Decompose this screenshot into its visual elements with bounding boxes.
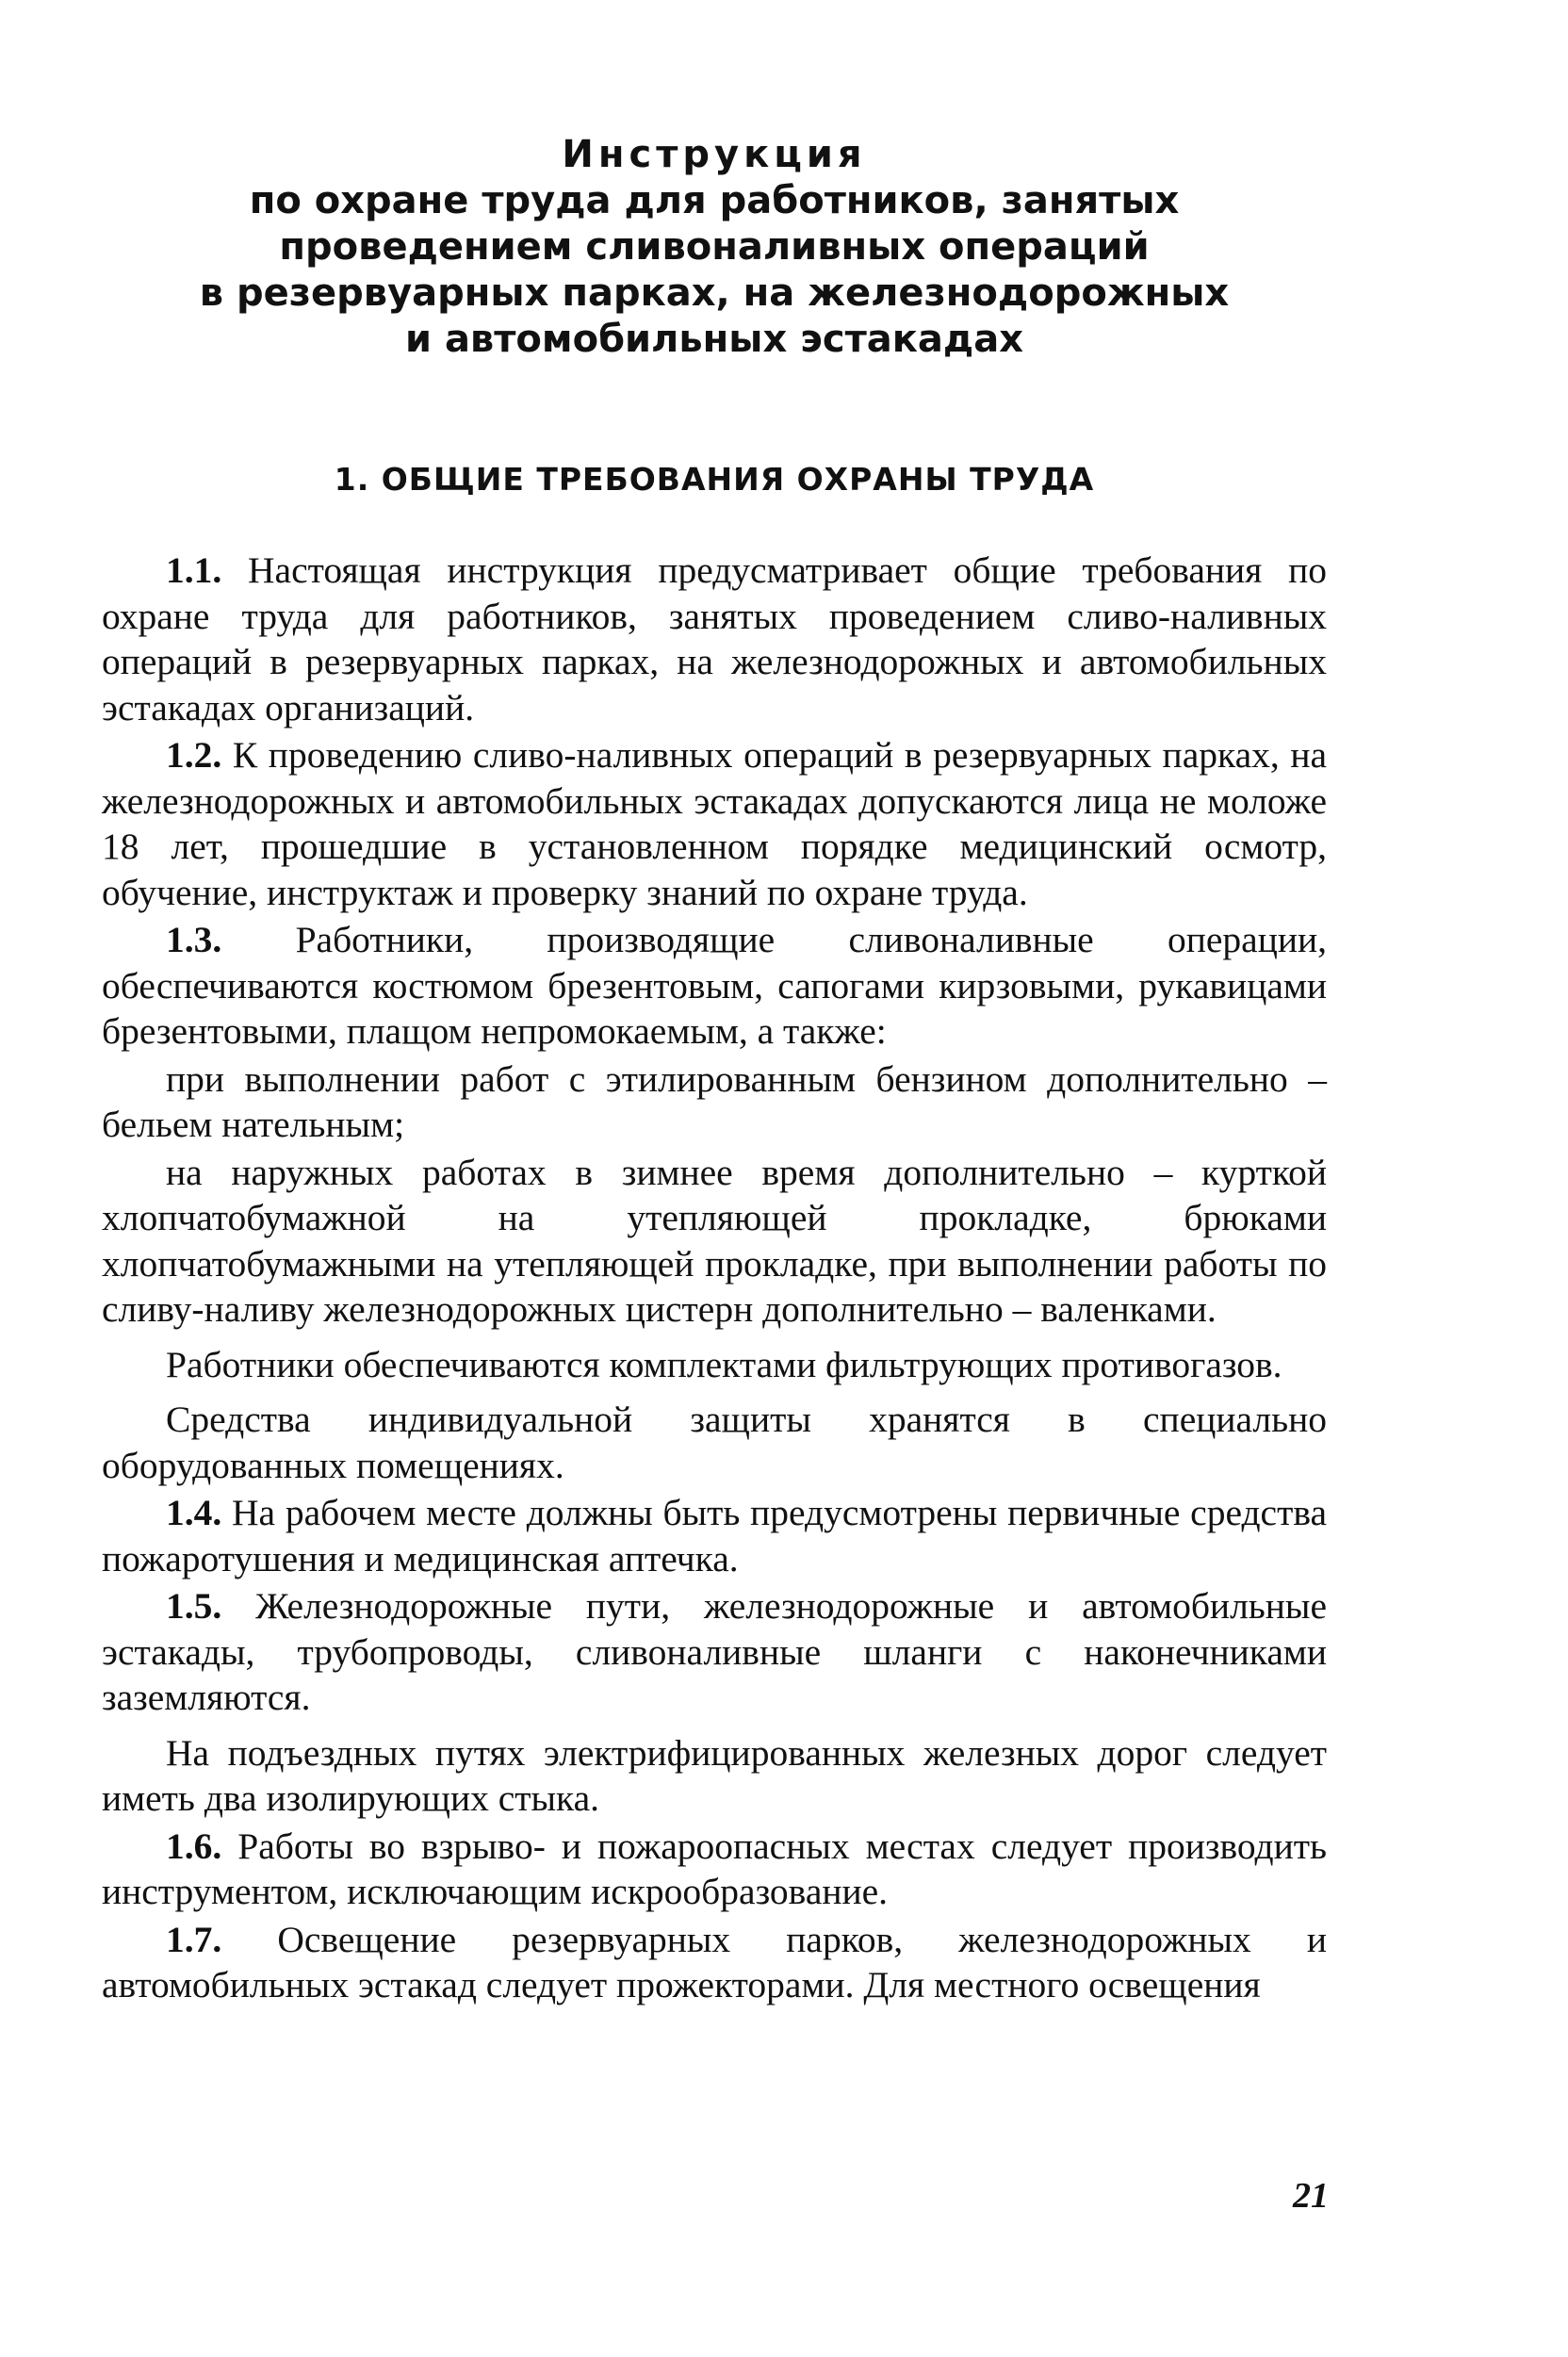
paragraph-text: на наружных работах в зимнее время дополнительно – курткой хлопчатобумажной на утепляющей прокладке, брюками хлопчатобумажными на утепляющей прокладке, при выполнении работы по сливу-наливу железнодорожных цистерн дополнительно – валенками. bbox=[102, 1151, 1327, 1330]
document-page bbox=[102, 132, 1327, 2010]
paragraph-1-5 bbox=[102, 1583, 1327, 1721]
document-title bbox=[102, 132, 1327, 363]
paragraph-1-2 bbox=[102, 732, 1327, 915]
paragraph-number: 1.7. bbox=[166, 1918, 222, 1960]
paragraph-number: 1.2. bbox=[166, 734, 222, 776]
title-line: Инструкция bbox=[562, 133, 867, 176]
paragraph-1-3-d bbox=[102, 1397, 1327, 1488]
paragraph-text: Средства индивидуальной защиты хранятся в специально оборудованных помещениях. bbox=[102, 1399, 1327, 1486]
paragraph-1-1 bbox=[102, 548, 1327, 730]
title-line: в резервуарных парках, на железнодорожных bbox=[199, 271, 1230, 315]
paragraph-1-5-a bbox=[102, 1730, 1327, 1822]
paragraph-1-6 bbox=[102, 1824, 1327, 1915]
paragraph-text: К проведению сливо-наливных операций в резервуарных парках, на железнодорожных и автомобильных эстакадах допускаются лица не моложе 18 лет, прошедшие в установленном порядке медицинский осмотр, обучение, инструктаж и проверку знаний по охране труда. bbox=[102, 734, 1327, 913]
paragraph-1-3 bbox=[102, 917, 1327, 1055]
paragraph-text: Настоящая инструкция предусматривает общие требования по охране труда для работников, занятых проведением сливо-наливных операций в резервуарных парках, на железнодорожных и автомобильных эстакадах организаций. bbox=[102, 549, 1327, 728]
paragraph-text: Работники обеспечиваются комплектами фильтрующих противогазов. bbox=[166, 1343, 1282, 1385]
title-line: и автомобильных эстакадах bbox=[404, 318, 1023, 361]
paragraph-text: Освещение резервуарных парков, железнодорожных и автомобильных эстакад следует прожекторами. Для местного освещения bbox=[102, 1918, 1328, 2005]
paragraph-text: На рабочем месте должны быть предусмотрены первичные средства пожаротушения и медицинская аптечка. bbox=[102, 1492, 1328, 1580]
paragraph-number: 1.1. bbox=[166, 549, 222, 591]
title-line: по охране труда для работников, занятых bbox=[249, 179, 1180, 222]
paragraph-number: 1.6. bbox=[166, 1825, 222, 1867]
page-number: 21 bbox=[1293, 2176, 1329, 2216]
body-text bbox=[102, 548, 1327, 2008]
paragraph-text: На подъездных путях электрифицированных железных дорог следует иметь два изолирующих стыка. bbox=[102, 1731, 1327, 1819]
paragraph-text: при выполнении работ с этилированным бензином дополнительно – бельем нательным; bbox=[102, 1057, 1327, 1145]
paragraph-1-7 bbox=[102, 1917, 1327, 2008]
paragraph-number: 1.3. bbox=[166, 919, 222, 960]
paragraph-text: Железнодорожные пути, железнодорожные и автомобильные эстакады, трубопроводы, сливоналивные шланги с наконечниками заземляются. bbox=[102, 1585, 1327, 1718]
paragraph-number: 1.5. bbox=[166, 1585, 222, 1627]
paragraph-1-3-c bbox=[102, 1342, 1327, 1388]
paragraph-number: 1.4. bbox=[166, 1492, 222, 1533]
title-line: проведением сливоналивных операций bbox=[279, 225, 1150, 269]
paragraph-1-3-a bbox=[102, 1056, 1327, 1148]
paragraph-1-3-b bbox=[102, 1150, 1327, 1333]
paragraph-text: Работы во взрыво- и пожароопасных местах следует производить инструментом, исключающим искрообразование. bbox=[102, 1825, 1327, 1912]
paragraph-text: Работники, производящие сливоналивные операции, обеспечиваются костюмом брезентовым, сапогами кирзовыми, рукавицами брезентовыми, плащом непромокаемым, а также: bbox=[102, 919, 1328, 1052]
section-heading: 1. ОБЩИЕ ТРЕБОВАНИЯ ОХРАНЫ ТРУДА bbox=[334, 461, 1095, 498]
paragraph-1-4 bbox=[102, 1490, 1327, 1581]
